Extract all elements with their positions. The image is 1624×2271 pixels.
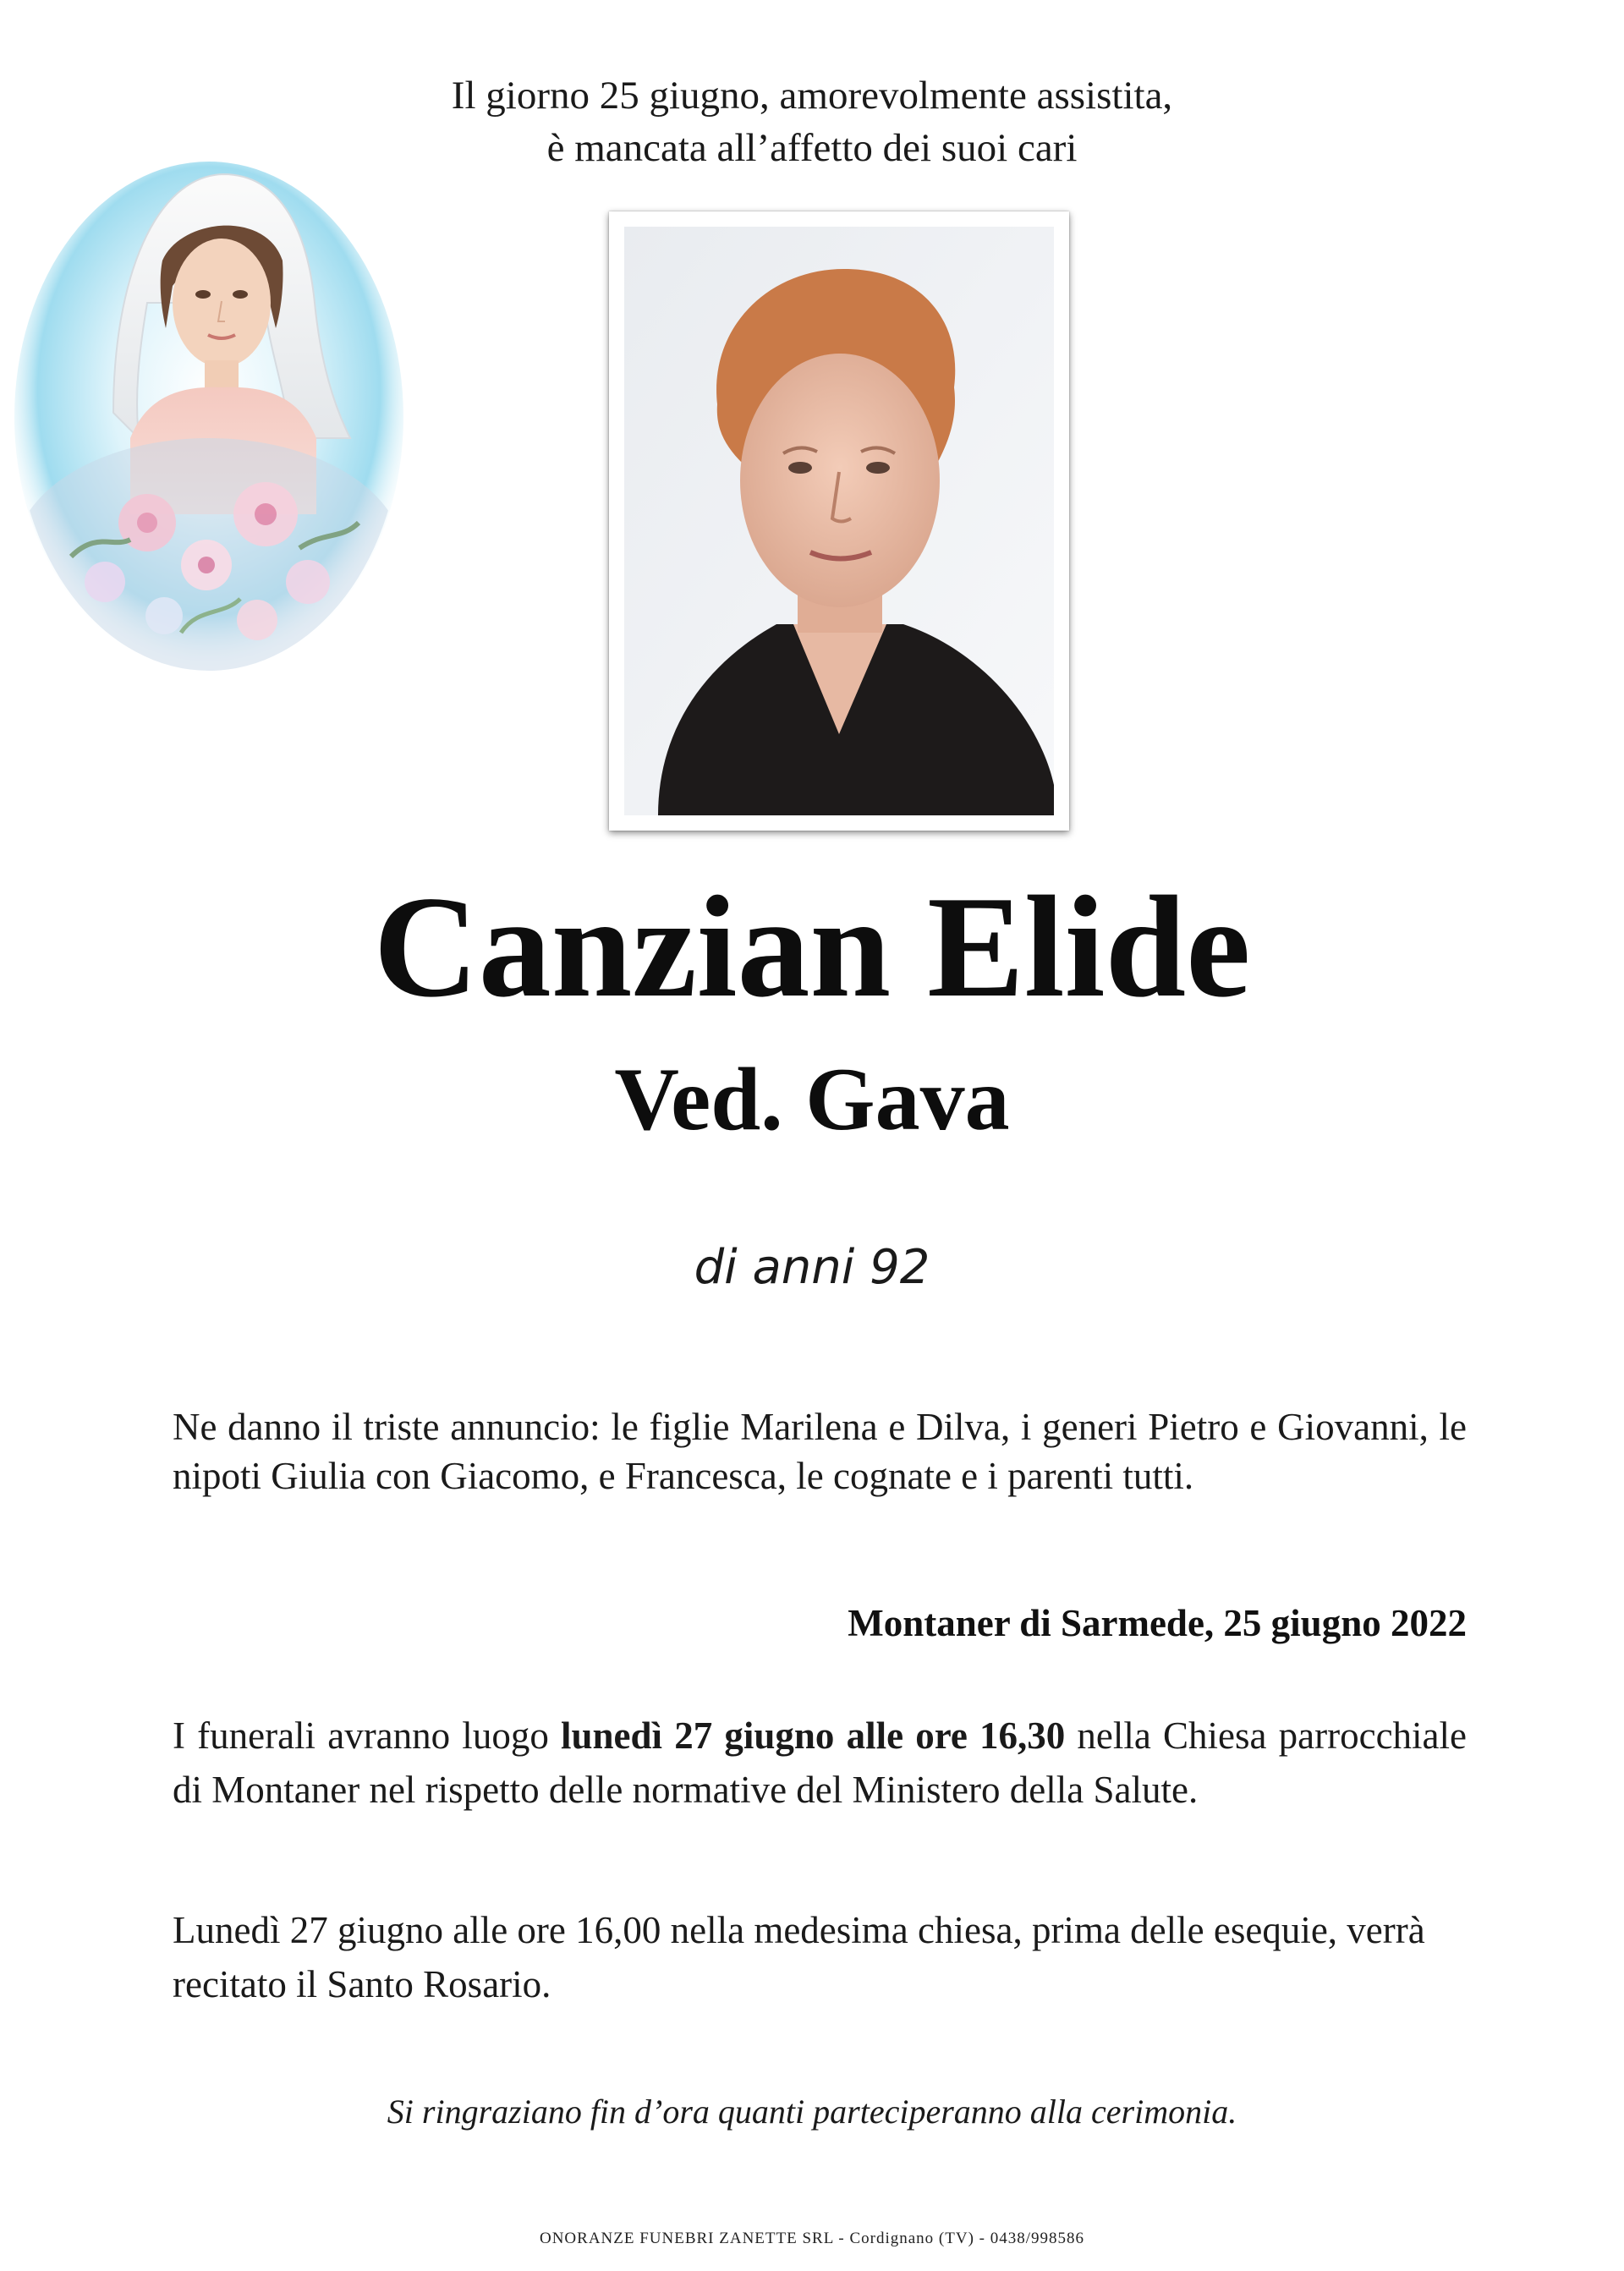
madonna-image [12, 159, 406, 675]
intro-line-2: è mancata all’affetto dei suoi cari [546, 126, 1078, 170]
deceased-name: Canzian Elide [373, 867, 1251, 1028]
rosary-paragraph: Lunedì 27 giugno alle ore 16,00 nella medesima chiesa, prima delle esequie, verrà recitato il Santo Rosario. [173, 1909, 1425, 2005]
funeral-datetime: lunedì 27 giugno alle ore 16,30 [560, 1714, 1066, 1757]
place-date: Montaner di Sarmede, 25 giugno 2022 [848, 1602, 1467, 1644]
funeral-suffix: nella Chiesa parrocchiale di Montaner nel rispetto delle normative del Ministero della Salute. [173, 1714, 1467, 1811]
thanks-text: Si ringraziano fin d’ora quanti parteciperanno alla cerimonia. [387, 2093, 1237, 2131]
intro-line-1: Il giorno 25 giugno, amorevolmente assistita, [451, 74, 1173, 118]
funeral-paragraph [173, 1709, 1467, 1817]
portrait-photo [609, 211, 1069, 831]
announcement-paragraph: Ne danno il triste annuncio: le figlie Marilena e Dilva, i generi Pietro e Giovanni, le nipoti Giulia con Giacomo, e Francesca, le cognate e i parenti tutti. [173, 1406, 1467, 1497]
age-text: di anni 92 [694, 1240, 930, 1295]
funeral-prefix: I funerali avranno luogo [173, 1714, 561, 1757]
funeral-home-footer: ONORANZE FUNEBRI ZANETTE SRL - Cordignano (TV) - 0438/998586 [539, 2230, 1085, 2247]
married-name: Ved. Gava [614, 1050, 1010, 1149]
